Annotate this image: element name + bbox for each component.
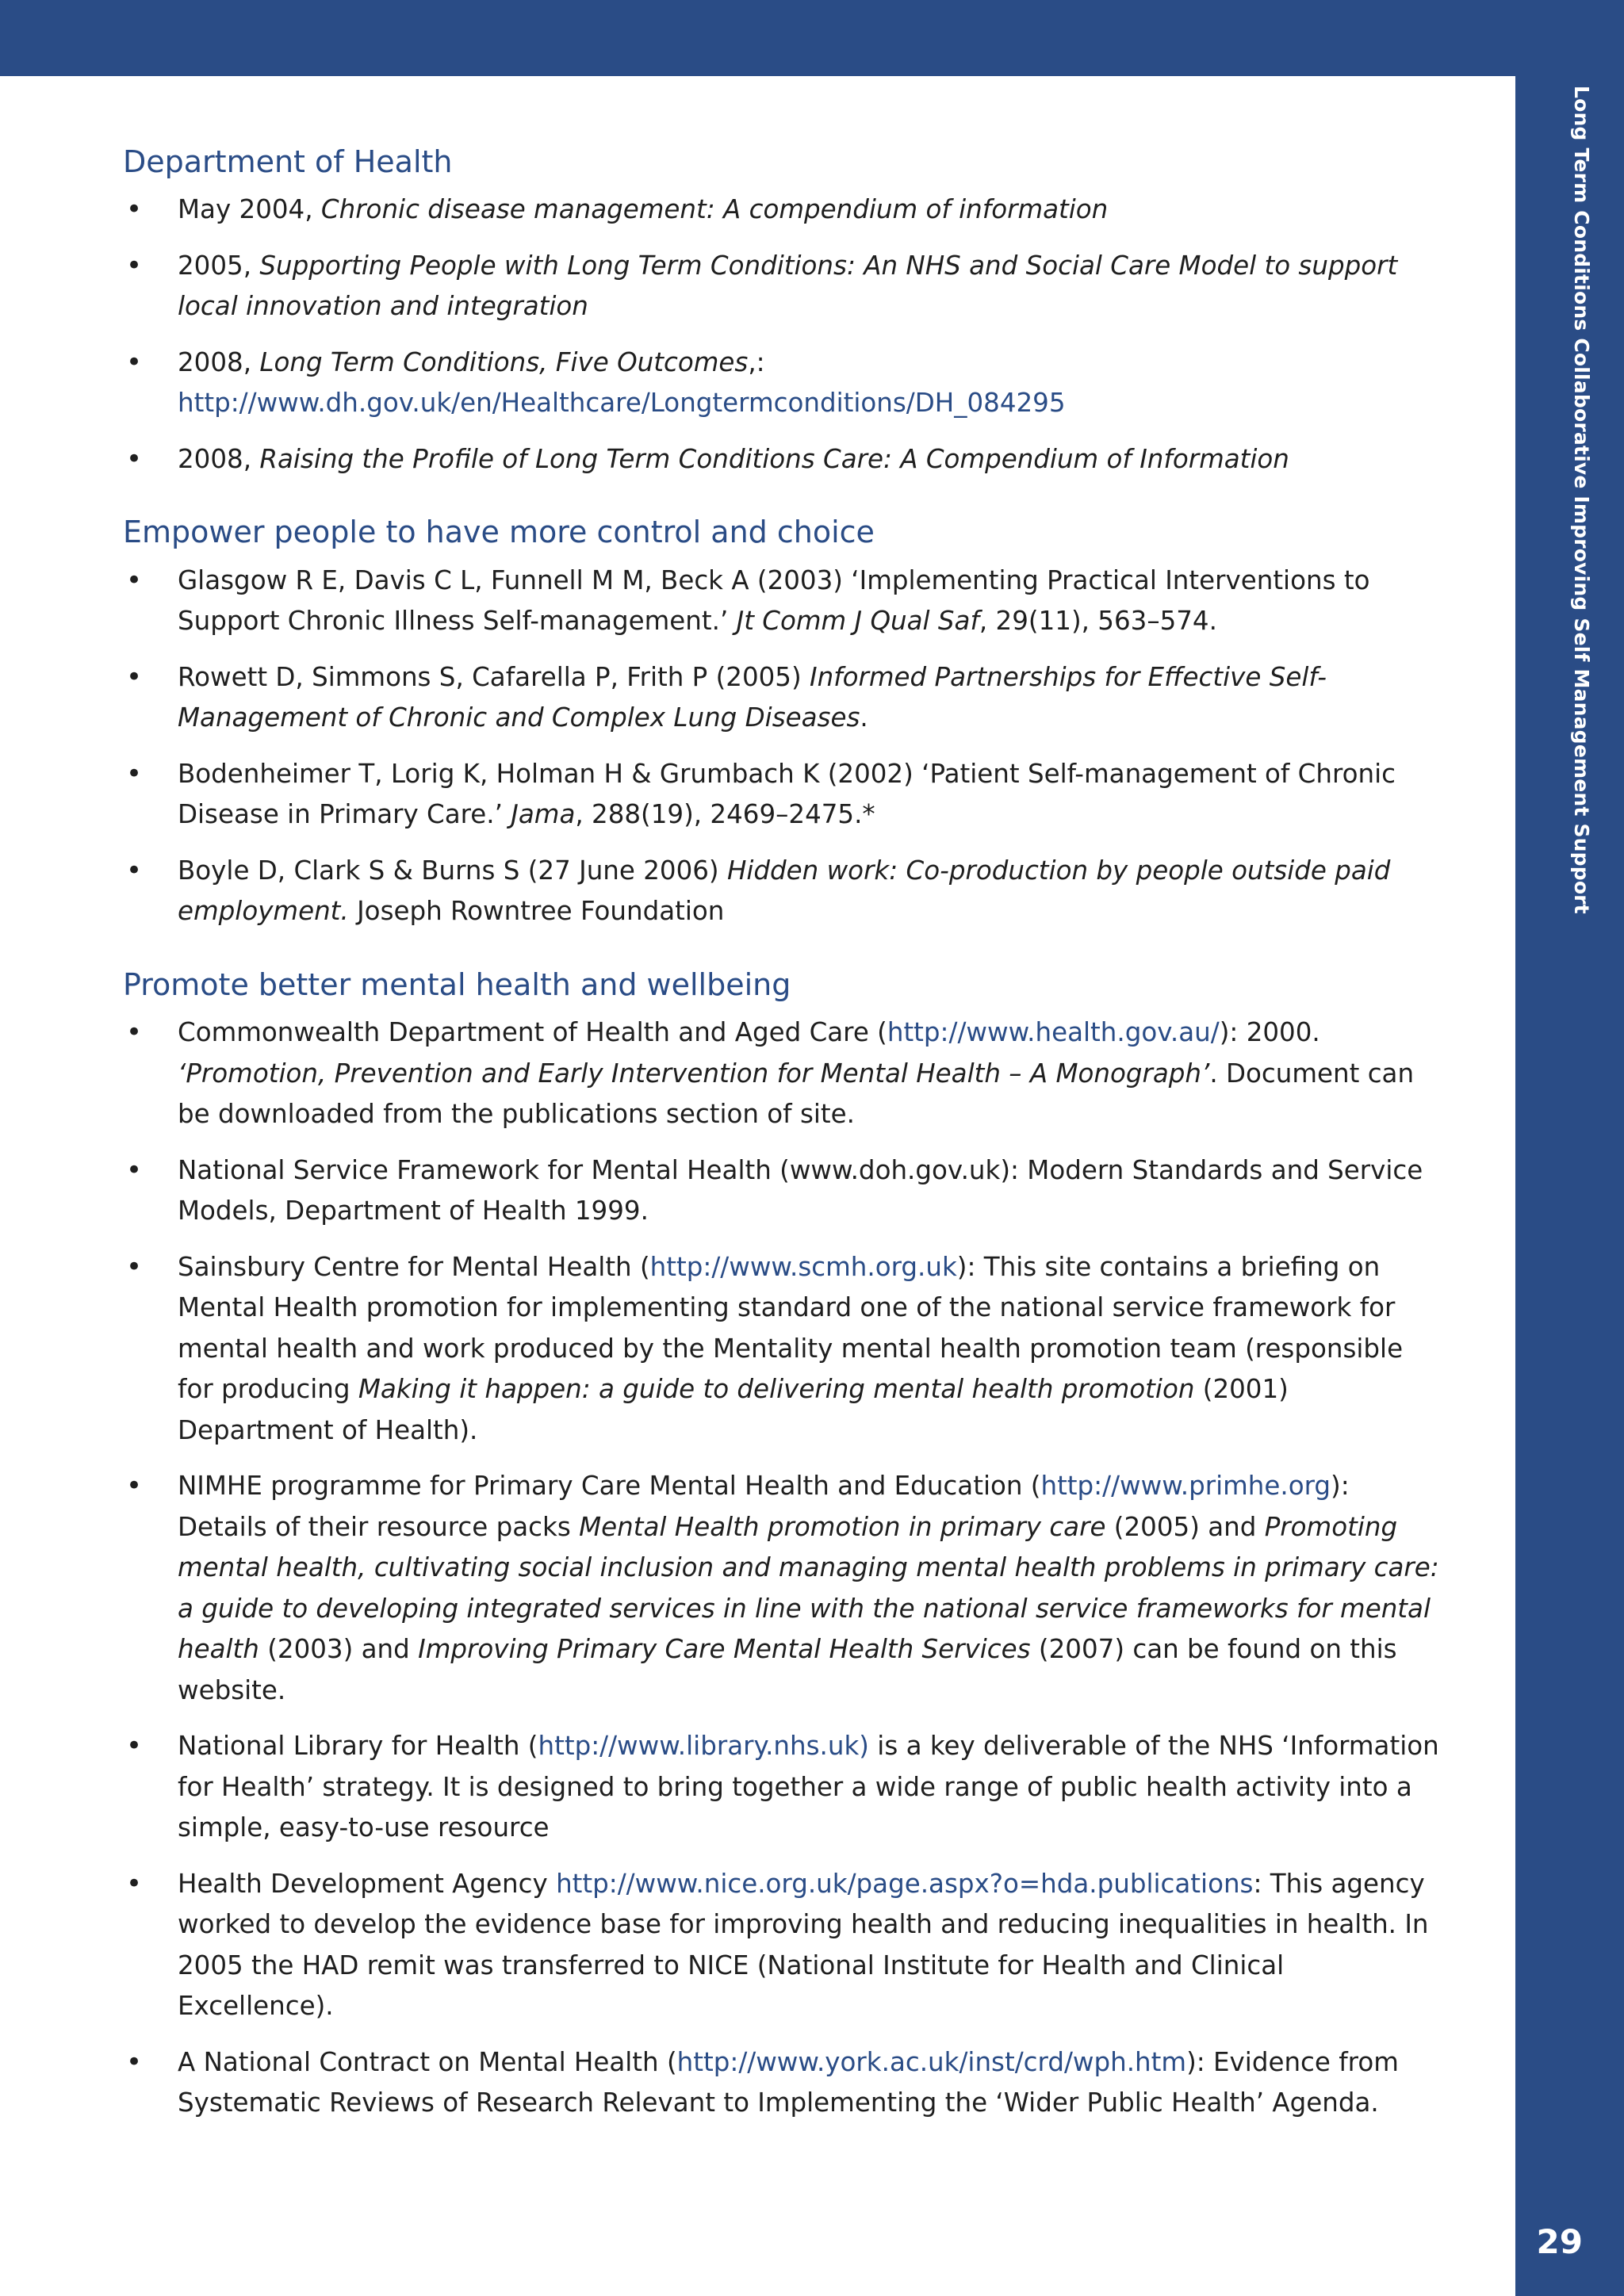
reference-title: Supporting People with Long Term Conditions: An NHS and Social Care Model to support local innovation and integration — [178, 250, 1398, 322]
reference-text: , 29(11), 563–574. — [979, 606, 1217, 637]
reference-item — [123, 2042, 1439, 2124]
reference-text: Boyle D, Clark S & Burns S (27 June 2006) — [178, 855, 727, 886]
reference-item — [123, 754, 1439, 836]
reference-link[interactable]: http://www.dh.gov.uk/en/Healthcare/Longtermconditions/DH_084295 — [178, 388, 1066, 419]
reference-item — [123, 246, 1439, 327]
document-body — [123, 143, 1439, 2157]
reference-text: . — [860, 702, 868, 733]
section-heading: Department of Health — [123, 144, 453, 179]
reference-text: (2007) can be found on this website. — [178, 1634, 1397, 1705]
reference-item — [123, 189, 1439, 231]
reference-item — [123, 1466, 1439, 1711]
reference-text: Joseph Rowntree Foundation — [348, 896, 725, 927]
reference-item — [123, 1726, 1439, 1849]
reference-text: Sainsbury Centre for Mental Health ( — [178, 1251, 650, 1282]
reference-text: 2005, — [178, 250, 260, 281]
section-heading: Promote better mental health and wellbeing — [123, 966, 791, 1002]
reference-text: ): 2000. — [1219, 1017, 1320, 1048]
reference-text: ): Details of their resource packs — [178, 1471, 1350, 1542]
section-department-of-health — [123, 143, 1439, 480]
reference-title: Informed Partnerships for Effective Self-Management of Chronic and Complex Lung Diseases — [178, 661, 1327, 733]
reference-title: Jama — [511, 799, 576, 830]
reference-list — [123, 189, 1439, 480]
reference-item — [123, 342, 1439, 424]
reference-text: Glasgow R E, Davis C L, Funnell M M, Beck A (2003) ‘Implementing Practical Interventions to Support Chronic Illness Self-management.’ — [178, 564, 1370, 637]
reference-title: Raising the Profile of Long Term Conditions Care: A Compendium of Information — [259, 443, 1289, 474]
reference-item — [123, 1150, 1439, 1232]
reference-item — [123, 1864, 1439, 2027]
reference-item — [123, 439, 1439, 480]
reference-list — [123, 1012, 1439, 2124]
reference-text: NIMHE programme for Primary Care Mental Health and Education ( — [178, 1471, 1041, 1502]
reference-text: National Library for Health ( — [178, 1731, 538, 1762]
reference-title: ‘Promotion, Prevention and Early Intervention for Mental Health – A Monograph’ — [178, 1058, 1210, 1089]
reference-text: 2008, — [178, 346, 260, 377]
reference-text: (2005) and — [1105, 1511, 1265, 1542]
reference-title: Promoting mental health, cultivating social inclusion and managing mental health problems in primary care: a guide to developing integrated services in line with the national service frameworks for mental health — [178, 1511, 1439, 1665]
reference-title: Long Term Conditions, Five Outcomes — [259, 346, 749, 377]
reference-text: . Document can be downloaded from the publications section of site. — [178, 1058, 1415, 1130]
reference-text: , 288(19), 2469–2475.* — [575, 799, 875, 830]
reference-text: is a key deliverable of the NHS ‘Information for Health’ strategy. It is designed to bring together a wide range of public health activity into a simple, easy-to-use resource — [178, 1731, 1439, 1843]
top-header-band — [0, 0, 1624, 76]
reference-title: Hidden work: Co-production by people outside paid employment. — [178, 855, 1391, 927]
reference-link[interactable]: http://www.primhe.org — [1040, 1471, 1331, 1502]
reference-text: ,: — [748, 346, 765, 377]
reference-list — [123, 561, 1439, 932]
running-side-title: Long Term Conditions Collaborative Improving Self Management Support — [1570, 86, 1593, 914]
reference-item — [123, 657, 1439, 739]
page-number: 29 — [1536, 2222, 1583, 2261]
reference-text: Health Development Agency — [178, 1868, 557, 1899]
reference-item — [123, 851, 1439, 932]
reference-text: Rowett D, Simmons S, Cafarella P, Frith P (2005) — [178, 661, 810, 692]
reference-text: (2001) Department of Health). — [178, 1374, 1289, 1445]
reference-link[interactable]: http://www.york.ac.uk/inst/crd/wph.htm — [676, 2046, 1187, 2077]
section-mental-health — [123, 966, 1439, 2124]
reference-text: Commonwealth Department of Health and Aged Care ( — [178, 1017, 887, 1048]
reference-text: 2008, — [178, 443, 260, 474]
reference-link[interactable]: http://www.scmh.org.uk — [649, 1251, 957, 1282]
section-heading: Empower people to have more control and choice — [123, 515, 875, 550]
reference-link[interactable]: http://www.nice.org.uk/page.aspx?o=hda.publications — [556, 1868, 1254, 1899]
reference-title: Making it happen: a guide to delivering mental health promotion — [358, 1374, 1195, 1405]
reference-text: : This agency worked to develop the evidence base for improving health and reducing inequalities in health. In 2005 the HAD remit was transferred to NICE (National Institute for Health and Clinical Excellence). — [178, 1868, 1429, 2022]
reference-link[interactable]: http://www.library.nhs.uk) — [538, 1731, 869, 1762]
reference-item — [123, 1247, 1439, 1452]
reference-link[interactable]: http://www.health.gov.au/ — [887, 1017, 1220, 1048]
reference-title: Jt Comm J Qual Saf — [736, 606, 979, 637]
reference-text: (2003) and — [259, 1634, 419, 1665]
reference-text: May 2004, — [178, 194, 321, 225]
reference-text: National Service Framework for Mental Health (www.doh.gov.uk): Modern Standards and Service Models, Department of Health 1999. — [178, 1154, 1423, 1226]
reference-title: Chronic disease management: A compendium of information — [320, 194, 1109, 225]
reference-text: A National Contract on Mental Health ( — [178, 2046, 677, 2077]
reference-text: ): This site contains a briefing on Mental Health promotion for implementing standard one of the national service framework for mental health and work produced by the Mentality mental health promotion team (responsible for producing — [178, 1251, 1404, 1405]
reference-title: Mental Health promotion in primary care — [579, 1511, 1106, 1542]
section-empower-people — [123, 513, 1439, 932]
reference-item — [123, 1012, 1439, 1135]
reference-item — [123, 561, 1439, 642]
reference-text: ): Evidence from Systematic Reviews of Research Relevant to Implementing the ‘Wider Public Health’ Agenda. — [178, 2046, 1399, 2118]
reference-text: Bodenheimer T, Lorig K, Holman H & Grumbach K (2002) ‘Patient Self-management of Chronic Disease in Primary Care.’ — [178, 758, 1396, 830]
reference-title: Improving Primary Care Mental Health Services — [418, 1634, 1031, 1665]
